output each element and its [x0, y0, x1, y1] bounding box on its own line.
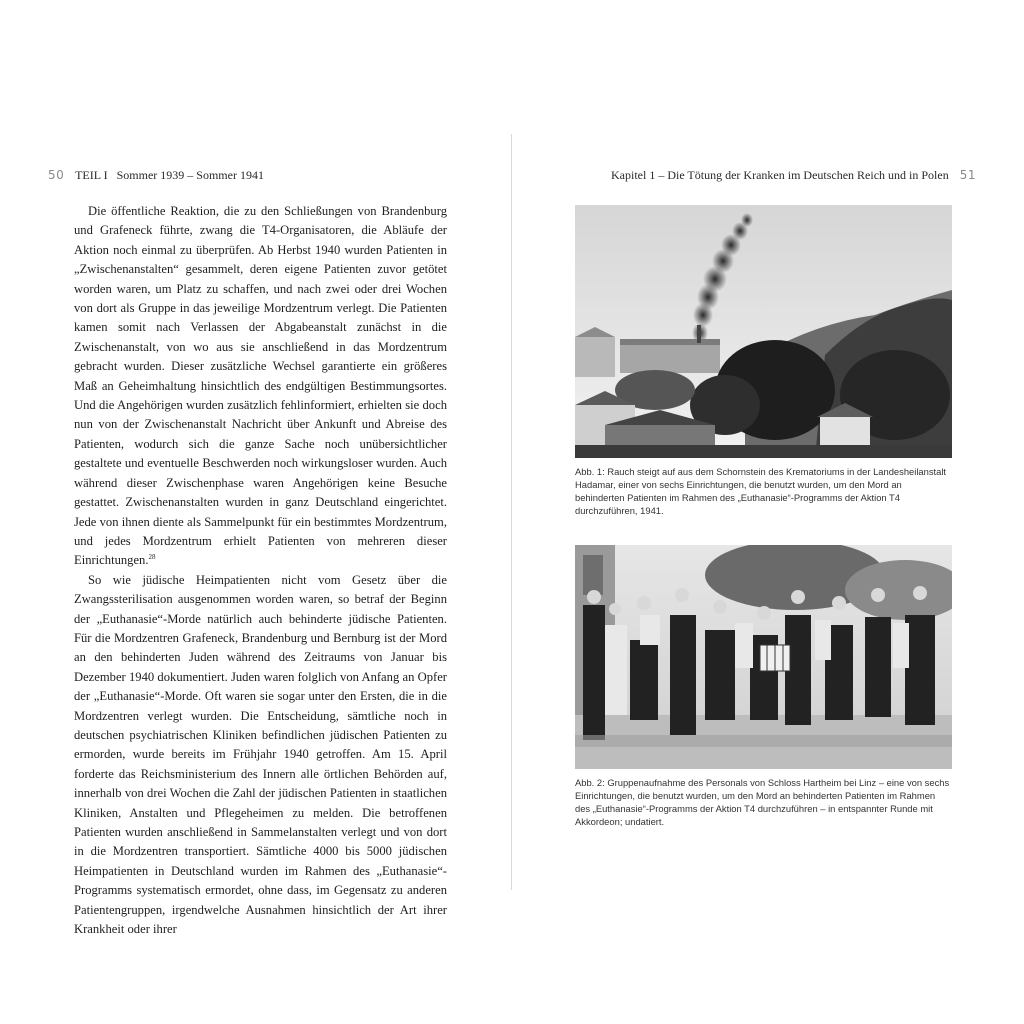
footnote-marker: 28 [148, 553, 156, 562]
chapter-title: Kapitel 1 – Die Tötung der Kranken im Deutschen Reich und in Polen [611, 168, 949, 182]
left-running-head [48, 168, 264, 183]
paragraph-text: Die öffentliche Reaktion, die zu den Schließungen von Brandenburg und Grafeneck führte, zwang die T4-Organisatoren, die Abläufe der Aktion noch einmal zu überprüfen. Ab Herbst 1940 wurden Patienten in „Zwischenanstalten“ gesammelt, deren eigene Patienten zuvor getötet worden waren, um Platz zu schaffen, und nach zwei oder drei Wochen von dort als Gruppe in das jeweilige Mordzentrum verlegt. Die Patienten kamen somit nach Verlassen der Abgabeanstalt zunächst in die Zwischenanstalt, von wo aus sie anschließend in das Mordzentrum gebracht wurden. Dieser zusätzliche Wechsel garantierte ein größeres Maß an Geheimhaltung hinsichtlich des endgültigen Bestimmungsortes. Und die Angehörigen wurden zusätzlich fehlinformiert, erhielten sie doch nun von der Zwischenanstalt Nachricht über Ankunft und Abreise des Patienten, wodurch sich die ganze Sache noch unübersichtlicher gestaltete und eventuelle Beschwerden noch wirkungsloser wurden. Auch während dieser Zwischenphase waren Angehörigen keine Besuche gestattet. Zwischenanstalten wurden in ganz Deutschland eingerichtet. Jede von ihnen diente als Sammelpunkt für ein bestimmtes Mordzentrum, und jedes Mordzentrum erhielt Patienten von mehreren dieser Einrichtungen. [74, 204, 447, 568]
paragraph [74, 571, 447, 940]
section-title: Sommer 1939 – Sommer 1941 [116, 168, 264, 182]
page-gutter [511, 134, 512, 890]
right-running-head [611, 168, 976, 183]
figure-1 [575, 205, 952, 517]
page-number-left: 50 [48, 168, 65, 182]
figure-2 [575, 545, 952, 828]
figure-1-caption: Abb. 1: Rauch steigt auf aus dem Schornstein des Krematoriums in der Landesheilanstalt Hadamar, einer von sechs Einrichtungen, die benutzt wurden, um den Mord an behinderten Patienten im Rahmen des „Euthanasie“-Programms der Aktion T4 durchzuführen, 1941. [575, 466, 947, 516]
hartheim-staff-group-photo [575, 545, 952, 769]
part-label: TEIL I [75, 168, 108, 182]
body-text [74, 202, 447, 939]
paragraph-text: So wie jüdische Heimpatienten nicht vom Gesetz über die Zwangssterilisation ausgenommen worden waren, so betraf der Beginn der „Euthanasie“-Morde natürlich auch behinderte jüdische Patienten. Für die Mordzentren Grafeneck, Brandenburg und Bernburg ist der Mord an den behinderten Juden während des Zeitraums von Januar bis Dezember 1940 dokumentiert. Juden waren folglich von Anfang an Opfer der „Euthanasie“-Morde. Oft waren sie sogar unter den Ersten, die in die Mordzentren verlegt wurden. Die Entscheidung, sämtliche noch in deutschen psychiatrischen Kliniken befindlichen jüdischen Patienten zu ermorden, wurde bereits im Frühjahr 1940 getroffen. Am 15. April forderte das Reichsministerium des Innern alle örtlichen Behörden auf, innerhalb von drei Wochen die Zahl der jüdischen Patienten in staatlichen Kliniken, Anstalten und Pflegeheimen zu melden. Die betroffenen Patienten wurden anschließend in Sammelanstalten verlegt und von dort in die Mordzentren transportiert. Sämtliche 4000 bis 5000 jüdischen Heimpatienten in Deutschland wurden im Rahmen des „Euthanasie“-Programms systematisch ermordet, ohne dass, im Gegensatz zu anderen Patientengruppen, irgendwelche Ausnahmen hinsichtlich der Art ihrer Krankheit oder ihrer [74, 572, 447, 937]
figure-2-caption: Abb. 2: Gruppenaufnahme des Personals von Schloss Hartheim bei Linz – eine von sechs Einrichtungen, die benutzt wurden, um den Mord an behinderten Patienten im Rahmen des „Euthanasie“-Programms der Aktion T4 durchzuführen – in entspannter Runde mit Akkordeon; undatiert. [575, 777, 950, 827]
hadamar-chimney-smoke-photo [575, 205, 952, 458]
page-number-right: 51 [959, 168, 976, 182]
paragraph [74, 202, 447, 571]
